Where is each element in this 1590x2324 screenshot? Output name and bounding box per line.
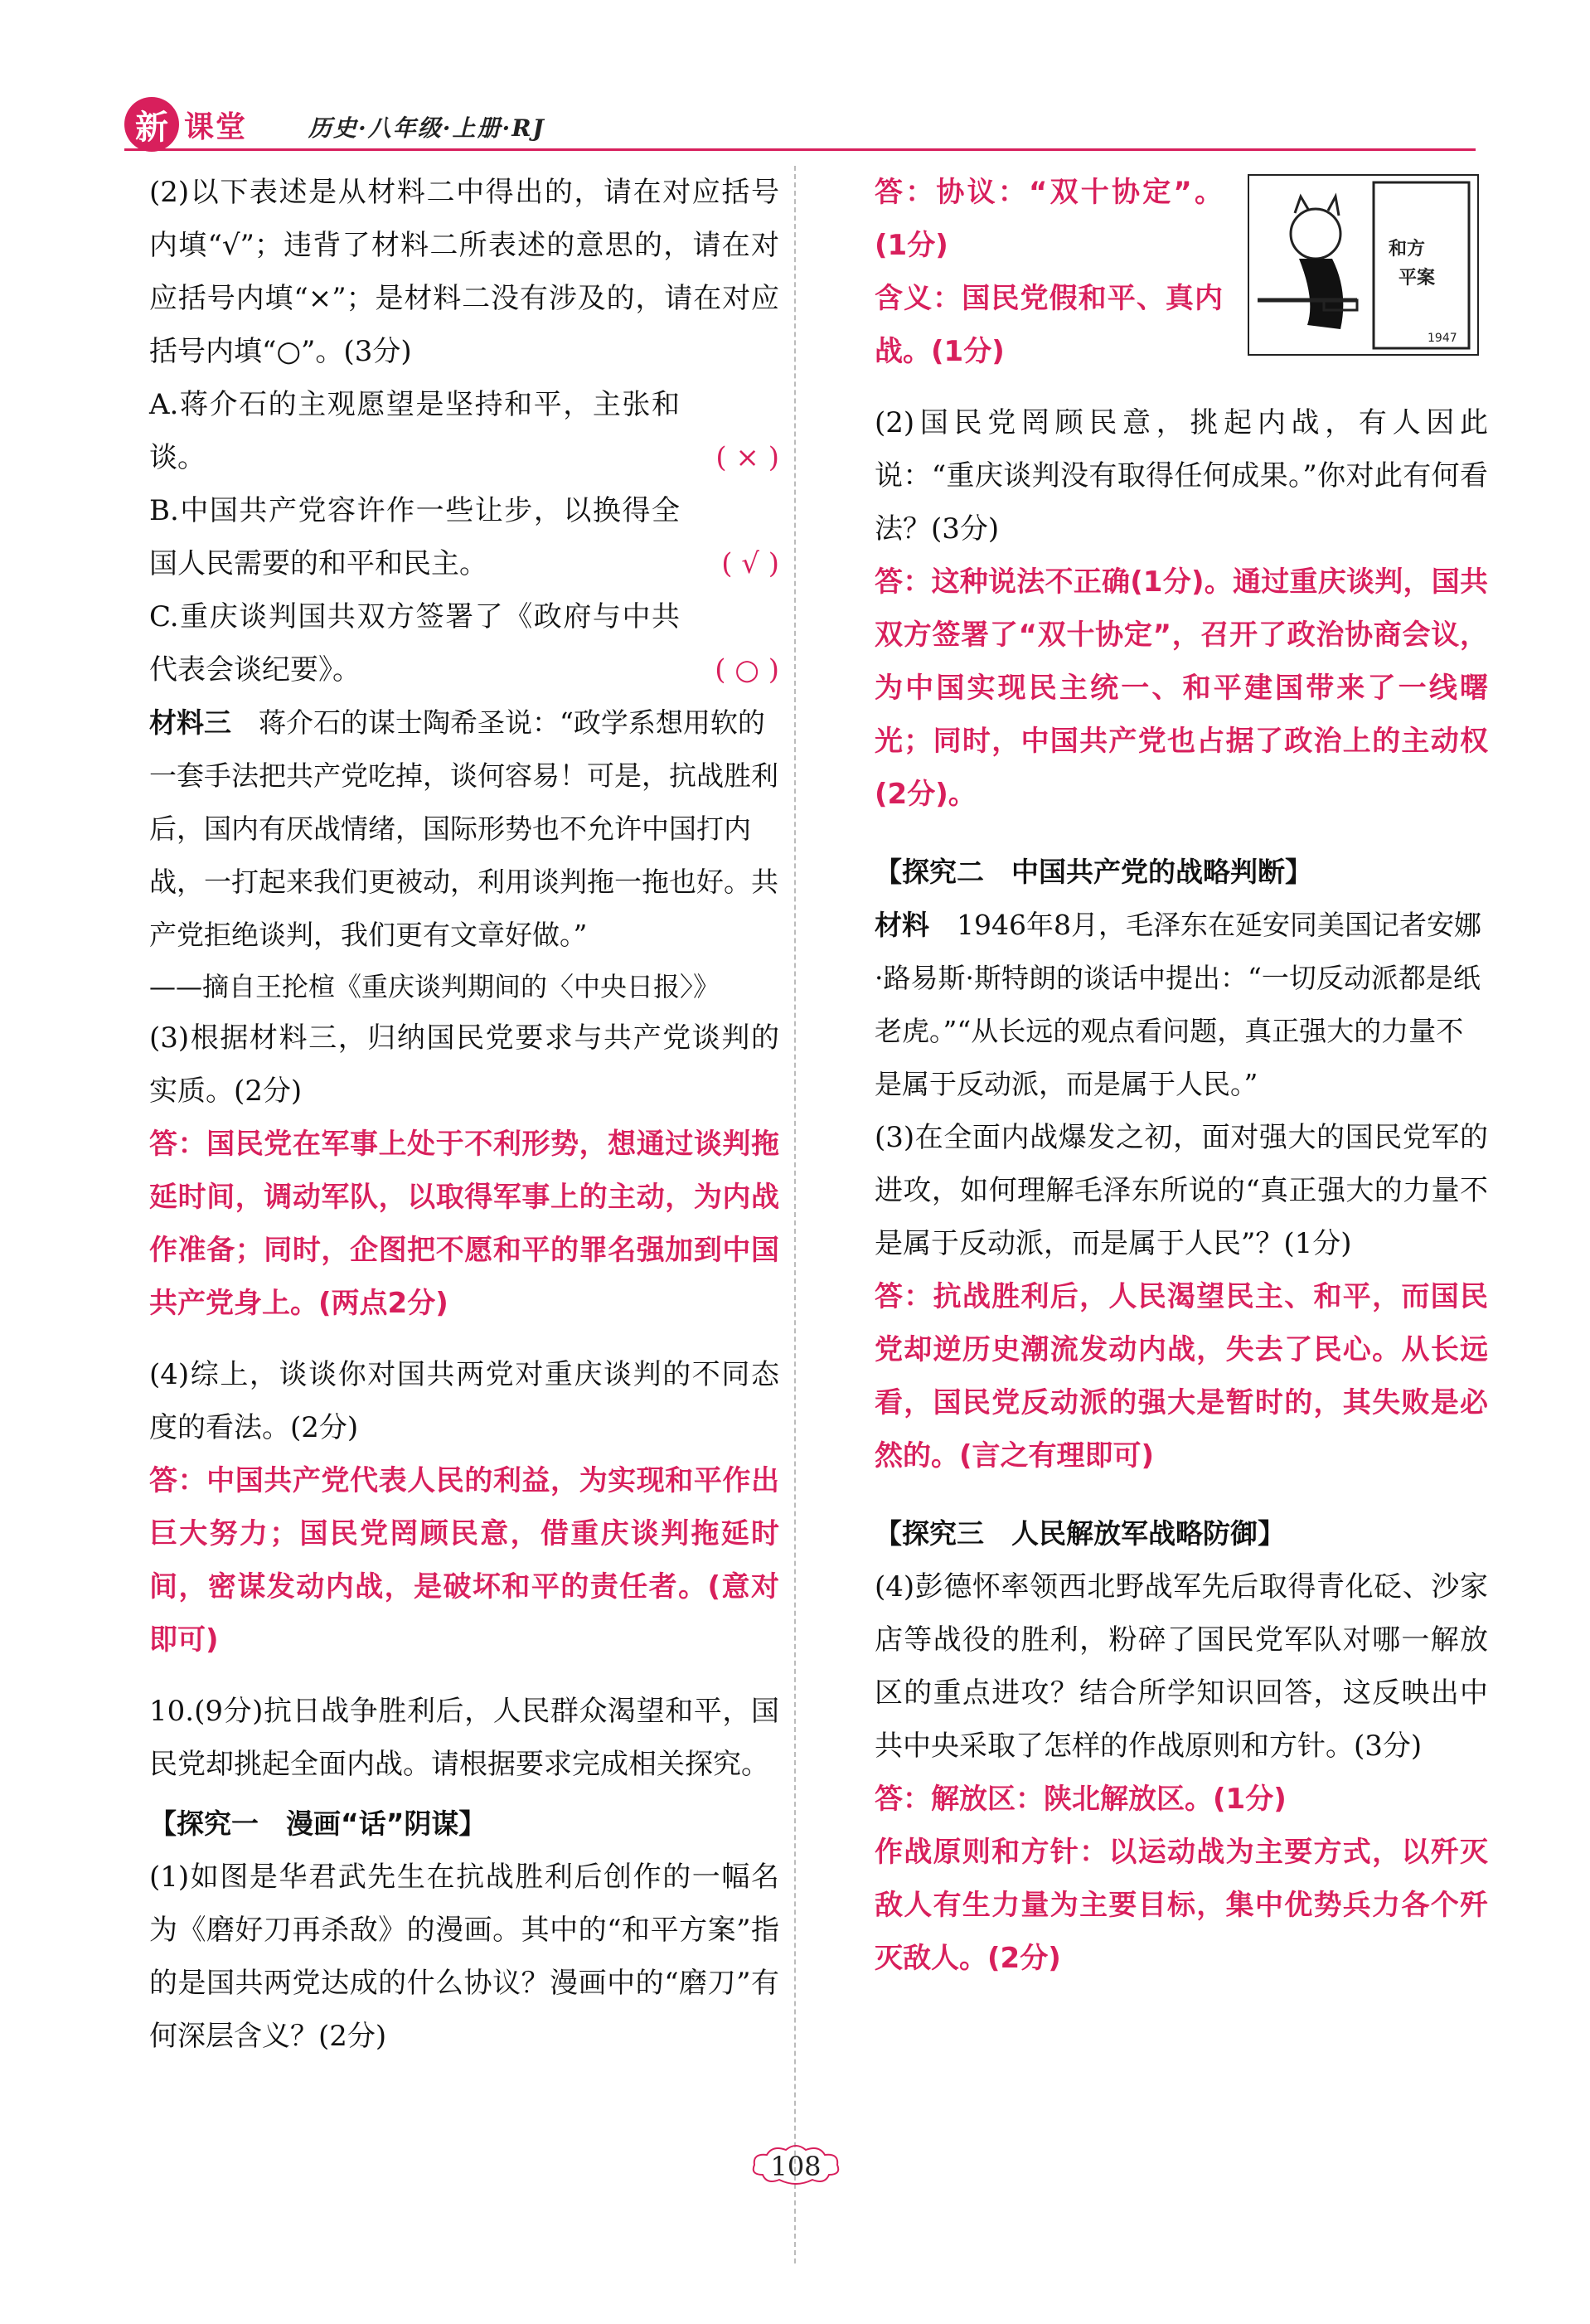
material-label: 材料 bbox=[875, 909, 929, 941]
cartoon-sign-line2: 平案 bbox=[1399, 268, 1436, 289]
option-c bbox=[149, 590, 779, 696]
option-c-text: C.重庆谈判国共双方签署了《政府与中共代表会谈纪要》。 bbox=[149, 600, 680, 687]
question-10-1: (1)如图是华君武先生在抗战胜利后创作的一幅名为《磨好刀再杀敌》的漫画。其中的“和平方案”指的是国共两党达成的什么协议？漫画中的“磨刀”有何深层含义？(2分) bbox=[149, 1861, 779, 2053]
material bbox=[875, 899, 1488, 1111]
option-c-mark: ( ○ ) bbox=[715, 653, 779, 687]
right-column bbox=[875, 166, 1488, 1985]
question-2: (2)国民党罔顾民意，挑起内战，有人因此说：“重庆谈判没有取得任何成果。”你对此有何看法？(3分) bbox=[875, 406, 1488, 546]
option-b-mark: ( √ ) bbox=[721, 547, 779, 580]
material-3-source: ——摘自王抡楦《重庆谈判期间的〈中央日报〉》 bbox=[149, 971, 720, 1002]
option-b-text: B.中国共产党容许作一些让步，以换得全国人民需要的和平和民主。 bbox=[149, 494, 680, 580]
explore-1-heading: 【探究一 漫画“话”阴谋】 bbox=[149, 1807, 487, 1840]
material-text: 1946年8月，毛泽东在延安同美国记者安娜·路易斯·斯特朗的谈话中提出：“一切反动派都是纸老虎。”“从长远的观点看问题，真正强大的力量不是属于反动派，而是属于人民。” bbox=[875, 909, 1481, 1100]
answer-2: 答：这种说法不正确(1分)。通过重庆谈判，国共双方签署了“双十协定”，召开了政治协商会议，为中国实现民主统一、和平建国带来了一线曙光；同时，中国共产党也占据了政治上的主动权(2分)。 bbox=[875, 565, 1488, 811]
answer-4-region: 答：解放区：陕北解放区。(1分) bbox=[875, 1783, 1287, 1816]
explore-3-heading: 【探究三 人民解放军战略防御】 bbox=[875, 1517, 1285, 1550]
book-title: 历史·八年级·上册·RJ bbox=[308, 114, 545, 142]
cartoon-sign-line1: 和方 bbox=[1389, 239, 1426, 260]
material-3 bbox=[149, 696, 779, 962]
answer-4-principle: 作战原则和方针：以运动战为主要方式，以歼灭敌人有生力量为主要目标，集中优势兵力各个歼灭敌人。(2分) bbox=[875, 1836, 1488, 1975]
logo bbox=[124, 95, 247, 153]
logo-text: 课堂 bbox=[184, 109, 248, 144]
question-2-intro: (2)以下表述是从材料二中得出的，请在对应括号内填“√”；违背了材料二所表述的意思的，请在对应括号内填“×”；是材料二没有涉及的，请在对应括号内填“○”。(3分) bbox=[149, 176, 779, 368]
answer-3: 答：抗战胜利后，人民渴望民主、和平，而国民党却逆历史潮流发动内战，失去了民心。从长远看，国民党反动派的强大是暂时的，其失败是必然的。(言之有理即可) bbox=[875, 1280, 1488, 1473]
header-rule bbox=[124, 148, 1476, 151]
column-divider bbox=[794, 166, 796, 2263]
material-3-text: 蒋介石的谋士陶希圣说：“政学系想用软的一套手法把共产党吃掉，谈何容易！可是，抗战胜利后，国内有厌战情绪，国际形势也不允许中国打内战，一打起来我们更被动，利用谈判拖一拖也好。共产党拒绝谈判，我们更有文章好做。” bbox=[149, 706, 778, 951]
logo-badge: 新 bbox=[124, 97, 179, 152]
question-4: (4)综上，谈谈你对国共两党对重庆谈判的不同态度的看法。(2分) bbox=[149, 1358, 779, 1444]
left-column bbox=[149, 166, 779, 2063]
material-3-label: 材料三 bbox=[149, 706, 231, 739]
cartoon-year: 1947 bbox=[1428, 332, 1457, 345]
question-4: (4)彭德怀率领西北野战军先后取得青化砭、沙家店等战役的胜利，粉碎了国民党军队对哪一解放区的重点进攻？结合所学知识回答，这反映出中共中央采取了怎样的作战原则和方针。(3分) bbox=[875, 1570, 1488, 1763]
page-number: 108 bbox=[770, 2151, 822, 2182]
option-b bbox=[149, 484, 779, 590]
page-header bbox=[124, 95, 1476, 153]
option-a-mark: ( × ) bbox=[715, 441, 779, 474]
answer-1-meaning: 含义：国民党假和平、真内战。(1分) bbox=[875, 282, 1223, 368]
page-footer bbox=[746, 2142, 846, 2191]
question-3: (3)根据材料三，归纳国民党要求与共产党谈判的实质。(2分) bbox=[149, 1021, 779, 1108]
answer-1-agreement: 答：协议：“双十协定”。(1分) bbox=[875, 176, 1223, 262]
explore-2-heading: 【探究二 中国共产党的战略判断】 bbox=[875, 856, 1312, 888]
answer-4: 答：中国共产党代表人民的利益，为实现和平作出巨大努力；国民党罔顾民意，借重庆谈判拖延时间，密谋发动内战，是破坏和平的责任者。(意对即可) bbox=[149, 1464, 779, 1657]
question-10: 10.(9分)抗日战争胜利后，人民群众渴望和平，国民党却挑起全面内战。请根据要求完成相关探究。 bbox=[149, 1695, 779, 1781]
question-3: (3)在全面内战爆发之初，面对强大的国民党军的进攻，如何理解毛泽东所说的“真正强大的力量不是属于反动派，而是属于人民”？(1分) bbox=[875, 1121, 1488, 1260]
option-a-text: A.蒋介石的主观愿望是坚持和平，主张和谈。 bbox=[149, 388, 680, 474]
answer-3: 答：国民党在军事上处于不利形势，想通过谈判拖延时间，调动军队，以取得军事上的主动，为内战作准备；同时，企图把不愿和平的罪名强加到中国共产党身上。(两点2分) bbox=[149, 1128, 779, 1320]
option-a bbox=[149, 378, 779, 484]
